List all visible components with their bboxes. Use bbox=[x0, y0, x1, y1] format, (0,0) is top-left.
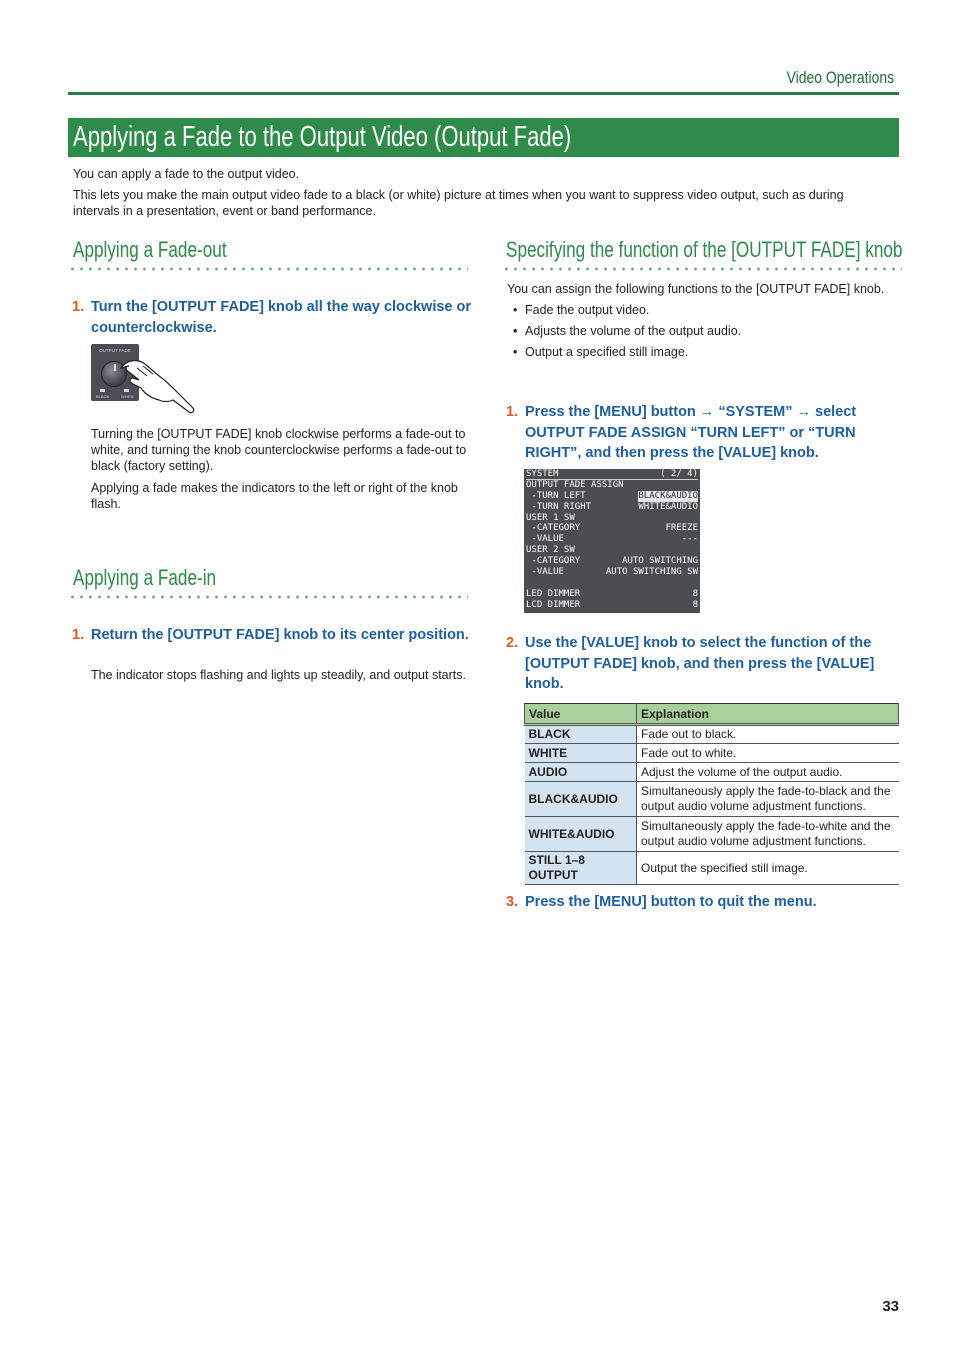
page-number: 33 bbox=[882, 1298, 899, 1315]
step-number: 1. bbox=[72, 627, 85, 643]
step-number: 3. bbox=[506, 894, 519, 910]
spec-step-2 bbox=[506, 633, 895, 695]
column-header-explanation: Explanation bbox=[637, 704, 899, 725]
page-title: Applying a Fade to the Output Video (Output Fade) bbox=[73, 121, 572, 153]
intro-text-1: You can apply a fade to the output video. bbox=[73, 167, 300, 181]
fade-out-para-1: Turning the [OUTPUT FADE] knob clockwise performs a fade-out to white, and turning the knob counterclockwise performs a fade-out to black (factory setting). bbox=[91, 427, 467, 473]
lcd-row: -TURN LEFT BLACK&AUDIO bbox=[526, 490, 698, 501]
cell-explanation: Fade out to black. bbox=[637, 725, 899, 744]
dotted-divider bbox=[68, 595, 468, 599]
spec-heading: Specifying the function of the [OUTPUT FADE] knob bbox=[506, 237, 903, 262]
cell-value: BLACK&AUDIO bbox=[525, 782, 637, 817]
dotted-divider bbox=[502, 267, 902, 271]
cell-value: WHITE bbox=[525, 744, 637, 763]
knob-label: OUTPUT FADE bbox=[99, 348, 131, 353]
lcd-row: LCD DIMMER 8 bbox=[526, 599, 698, 610]
lcd-row: USER 2 SW bbox=[526, 545, 575, 556]
black-label: BLACK bbox=[96, 394, 110, 399]
spec-intro: You can assign the following functions to the [OUTPUT FADE] knob. bbox=[507, 282, 885, 296]
step-number: 2. bbox=[506, 635, 519, 651]
lcd-row: USER 1 SW bbox=[526, 512, 575, 523]
fade-in-heading: Applying a Fade-in bbox=[73, 565, 217, 590]
lcd-row: -VALUE --- bbox=[526, 534, 698, 545]
step-text: Press the [MENU] button → “SYSTEM” → select OUTPUT FADE ASSIGN “TURN LEFT” or “TURN RIGHT”, and then press the [VALUE] knob. bbox=[525, 404, 857, 461]
cell-explanation: Output the specified still image. bbox=[637, 852, 899, 885]
table-header-row bbox=[525, 704, 899, 725]
column-header-value: Value bbox=[525, 704, 637, 725]
step-text: Press the [MENU] button to quit the menu. bbox=[525, 894, 817, 910]
dotted-divider bbox=[68, 267, 468, 271]
step-text: Turn the [OUTPUT FADE] knob all the way clockwise or counterclockwise. bbox=[91, 299, 472, 336]
cell-value: WHITE&AUDIO bbox=[525, 817, 637, 852]
lcd-row: LED DIMMER 8 bbox=[526, 588, 698, 599]
fade-in-step-1 bbox=[72, 625, 471, 646]
cell-value: BLACK bbox=[525, 725, 637, 744]
lcd-row: -TURN RIGHT WHITE&AUDIO bbox=[526, 501, 698, 512]
table-row bbox=[525, 817, 899, 852]
hand-icon bbox=[119, 354, 199, 416]
cell-value: AUDIO bbox=[525, 763, 637, 782]
lcd-row: -VALUE AUTO SWITCHING SW bbox=[526, 567, 698, 578]
black-indicator-icon bbox=[100, 389, 105, 392]
function-table bbox=[524, 703, 899, 885]
spec-step-3 bbox=[506, 892, 895, 913]
function-list bbox=[513, 302, 899, 365]
list-item: • Adjusts the volume of the output audio. bbox=[513, 323, 899, 339]
step-number: 1. bbox=[506, 404, 519, 420]
step-text: Return the [OUTPUT FADE] knob to its center position. bbox=[91, 627, 469, 643]
table-row bbox=[525, 763, 899, 782]
cell-explanation: Simultaneously apply the fade-to-black and the output audio volume adjustment functions. bbox=[637, 782, 899, 817]
fade-in-para-1: The indicator stops flashing and lights up steadily, and output starts. bbox=[91, 668, 466, 682]
cell-explanation: Fade out to white. bbox=[637, 744, 899, 763]
list-item: • Output a specified still image. bbox=[513, 344, 899, 360]
lcd-row: OUTPUT FADE ASSIGN bbox=[526, 479, 624, 490]
lcd-row: -CATEGORY AUTO SWITCHING bbox=[526, 556, 698, 567]
cell-explanation: Adjust the volume of the output audio. bbox=[637, 763, 899, 782]
list-item: • Fade the output video. bbox=[513, 302, 899, 318]
step-text: Use the [VALUE] knob to select the function of the [OUTPUT FADE] knob, and then press the [VALUE] knob. bbox=[525, 635, 875, 692]
table-row bbox=[525, 744, 899, 763]
table-row bbox=[525, 782, 899, 817]
intro-text-2: This lets you make the main output video fade to a black (or white) picture at times when you want to suppress video output, such as during intervals in a presentation, event or band performance. bbox=[73, 188, 844, 218]
fade-out-step-1 bbox=[72, 297, 472, 338]
cell-explanation: Simultaneously apply the fade-to-white and the output audio volume adjustment functions. bbox=[637, 817, 899, 852]
white-label: WHITE bbox=[121, 394, 134, 399]
lcd-row bbox=[526, 578, 698, 589]
header-rule bbox=[68, 92, 899, 95]
lcd-row: -CATEGORY FREEZE bbox=[526, 523, 698, 534]
section-header: Video Operations bbox=[786, 68, 894, 87]
step-number: 1. bbox=[72, 299, 85, 315]
fade-out-para-2: Applying a fade makes the indicators to the left or right of the knob flash. bbox=[91, 481, 458, 511]
lcd-row: SYSTEM ( 2/ 4) bbox=[526, 469, 698, 479]
selected-value: BLACK&AUDIO bbox=[638, 490, 698, 501]
title-bar bbox=[68, 118, 899, 157]
cell-value: STILL 1–8 OUTPUT bbox=[525, 852, 637, 885]
table-row bbox=[525, 852, 899, 885]
fade-out-heading: Applying a Fade-out bbox=[73, 237, 227, 262]
lcd-menu-screen bbox=[524, 469, 700, 613]
spec-step-1 bbox=[506, 402, 885, 464]
table-row bbox=[525, 725, 899, 744]
